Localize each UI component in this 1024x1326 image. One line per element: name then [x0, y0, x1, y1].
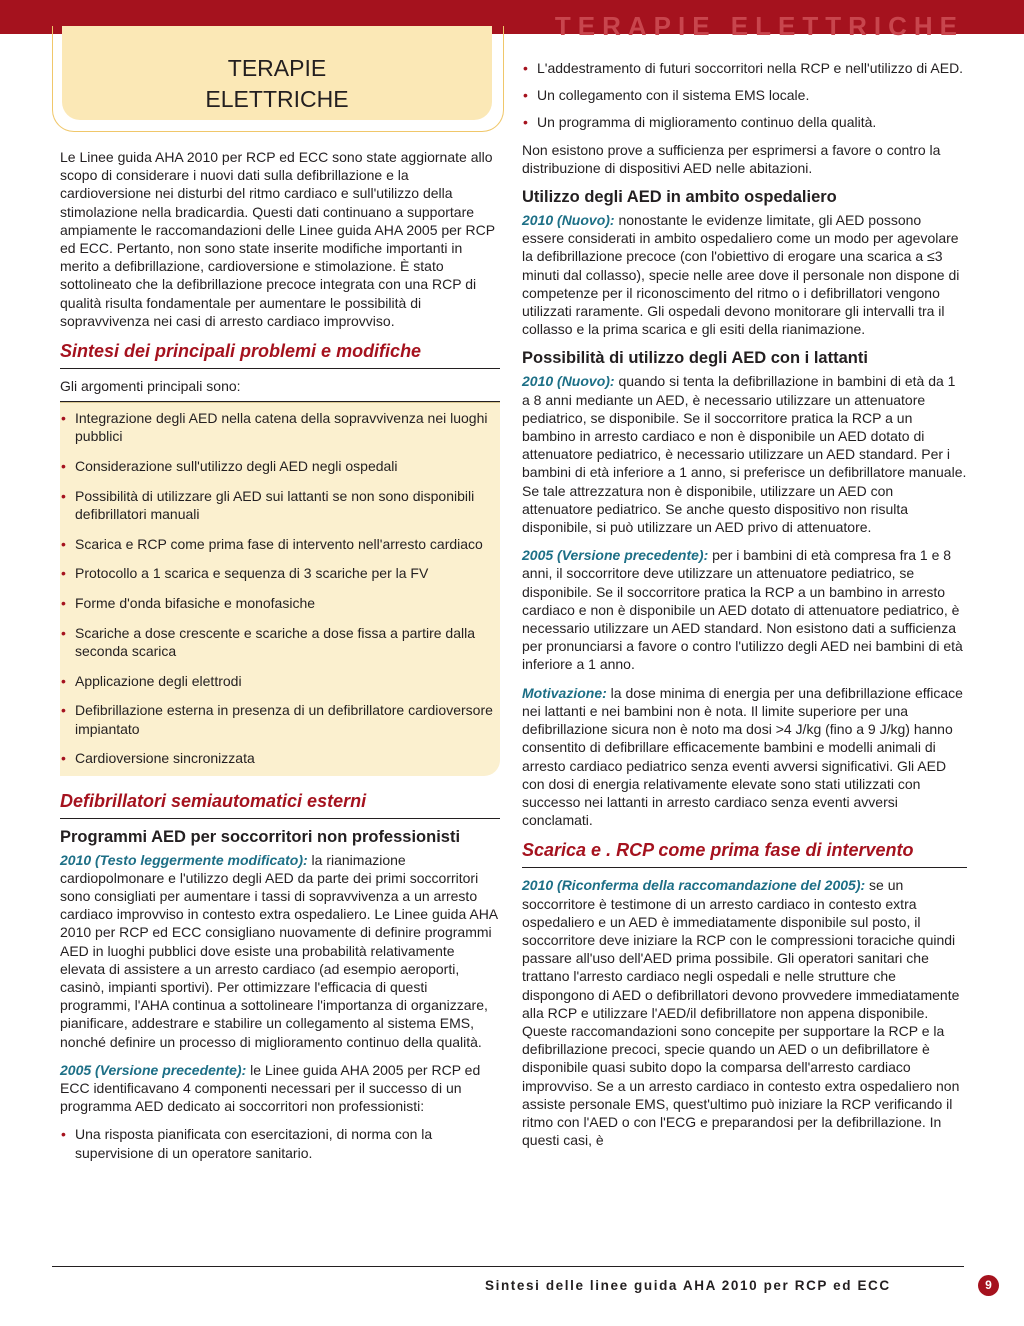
- summary-heading: Sintesi dei principali problemi e modifiche: [60, 340, 500, 369]
- right-column: [522, 59, 967, 1159]
- aed-heading: Defibrillatori semiautomatici esterni: [60, 790, 500, 819]
- list-item: • Protocollo a 1 scarica e sequenza di 3 scariche per la FV: [60, 564, 494, 582]
- list-item: • Applicazione degli elettrodi: [60, 672, 494, 690]
- aed-2010-paragraph: [60, 851, 500, 1051]
- hospital-paragraph: [522, 211, 967, 338]
- aed-2005-lead: 2005 (Versione precedente):: [60, 1061, 247, 1078]
- evidence-paragraph: Non esistono prove a sufficienza per esprimersi a favore o contro la distribuzione di dispositivi AED nelle abitazioni.: [522, 141, 941, 176]
- motivation-lead: Motivazione:: [522, 684, 607, 701]
- list-item: • Possibilità di utilizzare gli AED sui lattanti se non sono disponibili defibrillatori manuali: [60, 487, 494, 523]
- left-column: [60, 148, 500, 1162]
- hospital-text: nonostante le evidenze limitate, gli AED possono essere considerati in ambito ospedaliero come un modo per agevolare la defibrillazione precoce (con l'obiettivo di erogare una scarica a ≤3 minuti dal collasso), specie nelle aree dove il personale non dispone di competenze per il riconoscimento del ritmo o i defibrillatori vengono utilizzati raramente. Gli ospedali devono monitorare gli intervalli tra il collasso e la prima scarica e gli esiti della rianimazione.: [522, 212, 960, 338]
- components-list: [522, 59, 967, 132]
- list-item: • Cardioversione sincronizzata: [60, 749, 494, 767]
- motivation-text: la dose minima di energia per una defibrillazione efficace nei lattanti e nei bambini non è nota. Il limite superiore per una defibrillazione sicura non è noto ma dosi >4 J/kg (fino a 9 J/kg) hanno consentito di defibrillare efficacemente bambini e modelli animali di arresto cardiaco pediatrico senza eventi avversi significativi. Gli AED con dosi di energia relativamente elevate sono stati utilizzati con successo nei lattanti in arresto cardiaco senza eventi avversi conclamati.: [522, 684, 963, 829]
- list-item: • Forme d'onda bifasiche e monofasiche: [60, 594, 494, 612]
- list-item: • Defibrillazione esterna in presenza di un defibrillatore cardioversore impiantato: [60, 701, 494, 737]
- infant-2005-paragraph: [522, 546, 967, 673]
- infant-heading: Possibilità di utilizzo degli AED con i lattanti: [522, 349, 868, 368]
- summary-intro: Gli argomenti principali sono:: [60, 377, 500, 402]
- list-item: • L'addestramento di futuri soccorritori nella RCP e nell'utilizzo di AED.: [522, 59, 967, 77]
- list-item: • Integrazione degli AED nella catena della sopravvivenza nei luoghi pubblici: [60, 409, 494, 445]
- aed-2005-text: le Linee guida AHA 2005 per RCP ed ECC identificavano 4 componenti necessari per il successo di un programma AED dedicato ai soccorritori non professionisti:: [60, 1061, 481, 1115]
- hospital-heading: Utilizzo degli AED in ambito ospedaliero: [522, 188, 837, 207]
- footer-divider: [52, 1266, 964, 1267]
- shock-paragraph: [522, 876, 967, 1149]
- infant-lead: 2010 (Nuovo):: [522, 373, 615, 390]
- list-item: • Scarica e RCP come prima fase di intervento nell'arresto cardiaco: [60, 535, 494, 553]
- shock-heading: Scarica e . RCP come prima fase di intervento: [522, 839, 967, 868]
- list-item: • Una risposta pianificata con esercitazioni, di norma con la supervisione di un operatore sanitario.: [60, 1125, 500, 1161]
- intro-paragraph: Le Linee guida AHA 2010 per RCP ed ECC sono state aggiornate allo scopo di considerare i nuovi dati sulla defibrillazione e la cardioversione nei disturbi del ritmo cardiaco e sull'utilizzo della stimolazione nella bradicardia. Questi dati continuano a supportare ampiamente le raccomandazioni delle Linee guida AHA 2005 per RCP ed ECC. Pertanto, non sono state inserite modifiche importanti in merito a defibrillazione, cardioversione e stimolazione. È stato sottolineato che la defibrillazione precoce integrata con una RCP di qualità risulta fondamentale per aumentare le possibilità di sopravvivenza nei casi di arresto cardiaco improvviso.: [60, 149, 495, 329]
- infant-paragraph: [522, 372, 967, 536]
- list-item: • Considerazione sull'utilizzo degli AED negli ospedali: [60, 457, 494, 475]
- banner-title: TERAPIE ELETTRICHE: [554, 11, 964, 41]
- infant-2005-lead: 2005 (Versione precedente):: [522, 547, 709, 564]
- footer-title: Sintesi delle linee guida AHA 2010 per RCP ed ECC: [485, 1278, 891, 1293]
- summary-list: [60, 409, 494, 767]
- aed-2010-text: la rianimazione cardiopolmonare e l'utilizzo degli AED da parte dei primi soccorritori sono consigliati per aumentare i tassi di sopravvivenza a un arresto cardiaco improvviso in contesto extra ospedaliero. Le Linee guida AHA 2010 per RCP ed ECC consigliano nuovamente di definire programmi AED in luoghi pubblici dove esiste una probabilità relativamente elevata di assistere a un arresto cardiaco (ad esempio aeroporti, casinò, impianti sportivi). Per ottimizzare l'efficacia di questi programmi, l'AHA continua a sottolineare l'importanza di organizzare, pianificare, addestrare e stabilire un collegamento al sistema EMS, nonché definire un processo di miglioramento continuo della qualità.: [60, 851, 498, 1050]
- aed-2010-lead: 2010 (Testo leggermente modificato):: [60, 851, 308, 868]
- aed-2005-list: [60, 1125, 500, 1161]
- motivation-paragraph: [522, 684, 967, 830]
- shock-lead: 2010 (Riconferma della raccomandazione del 2005):: [522, 877, 866, 894]
- page-title-line1: TERAPIE: [227, 55, 327, 81]
- list-item: • Scariche a dose crescente e scariche a dose fissa a partire dalla seconda scarica: [60, 624, 494, 660]
- aed-subheading: Programmi AED per soccorritori non professionisti: [60, 827, 461, 846]
- page-title: [62, 53, 492, 115]
- list-item: • Un collegamento con il sistema EMS locale.: [522, 86, 967, 104]
- list-item: • Un programma di miglioramento continuo della qualità.: [522, 113, 967, 131]
- page-title-line2: ELETTRICHE: [205, 86, 349, 112]
- aed-2005-paragraph: [60, 1061, 500, 1116]
- page-number: 9: [978, 1275, 999, 1296]
- shock-text: se un soccorritore è testimone di un arresto cardiaco in contesto extra ospedaliero e un AED è immediatamente disponibile sul posto, il soccorritore deve iniziare la RCP con le compressioni toraciche quindi passare all'uso dell'AED prima possibile. Gli operatori sanitari che trattano l'arresto cardiaco negli ospedali e nelle strutture che dispongono di AED o defibrillatori devono provvedere immediatamente alla RCP e utilizzare l'AED/il defibrillatore non appena disponibile. Queste raccomandazioni sono concepite per supportare la RCP e la defibrillazione precoci, specie quando un AED o un defibrillatore è disponibile quasi subito dopo la comparsa dell'arresto cardiaco improvviso. Se a un arresto cardiaco in contesto extra ospedaliero non assiste personale EMS, quest'ultimo può iniziare la RCP verificando il ritmo con l'AED o con l'ECG e preparandosi per la defibrillazione. In questi casi, è: [522, 877, 960, 1149]
- summary-panel: [60, 402, 500, 775]
- infant-text: quando si tenta la defibrillazione in bambini di età da 1 a 8 anni mediante un AED, è necessario utilizzare un attenuatore pediatrico, se disponibile. Se il soccorritore pratica la RCP a un bambino in arresto cardiaco e non è disponibile un AED dotato di attenuatore pediatrico, è necessario utilizzare un AED standard. Per i bambini di età inferiore a 1 anno, si preferisce un defibrillatore manuale. Se tale attrezzatura non è disponibile, utilizzare un AED con attenuatore pediatrico. Se anche questo dispositivo non risulta disponibile, si può utilizzare un AED privo di attenuatore.: [522, 373, 967, 536]
- hospital-lead: 2010 (Nuovo):: [522, 212, 615, 229]
- infant-2005-text: per i bambini di età compresa fra 1 e 8 anni, il soccorritore deve utilizzare un attenuatore pediatrico, se disponibile. Se il soccorritore pratica la RCP a un bambino in arresto cardiaco e non è disponibile un AED dotato di attenuatore pediatrico, è necessario utilizzare un AED standard. Non esistono dati a sufficienza per pronunciarsi a favore o contro l'utilizzo degli AED nei bambini di età inferiore a 1 anno.: [522, 547, 963, 673]
